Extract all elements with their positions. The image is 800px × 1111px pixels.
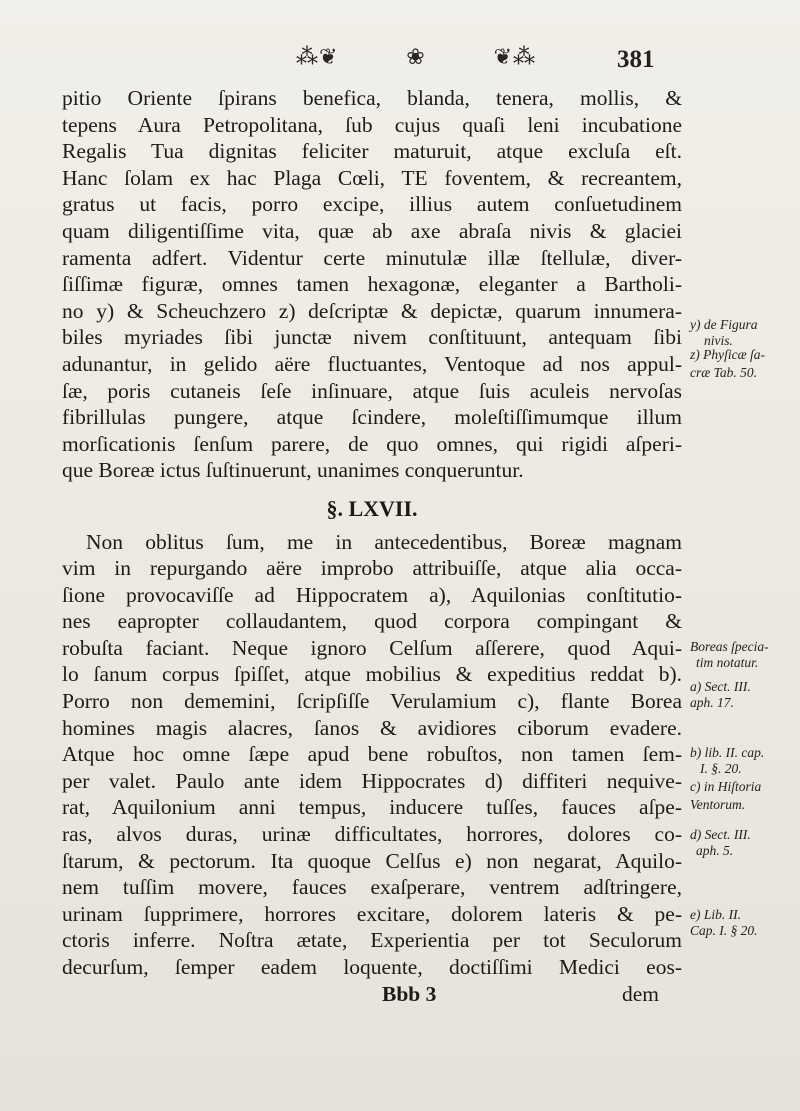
text-line: ctoris inferre. Noſtra ætate, Experientia per tot Seculorum (62, 928, 682, 953)
margin-note: e) Lib. II. (690, 907, 741, 922)
margin-note: a) Sect. III. (690, 679, 751, 694)
text-line: rat, Aquilonium anni tempus, inducere tuſſes, fauces aſpe- (62, 795, 682, 820)
text-line: Regalis Tua dignitas feliciter maturuit, atque excluſa eſt. (62, 139, 682, 164)
text-line: lo ſanum corpus ſpiſſet, atque mobilius & expeditius reddat b). (62, 662, 682, 687)
header-ornaments (296, 44, 536, 70)
text-line: per valet. Paulo ante idem Hippocrates d) diffiteri nequive- (62, 768, 682, 793)
text-line: no y) & Scheuchzero z) deſcriptæ & depictæ, quarum innumera- (62, 298, 682, 323)
text-line: ras, alvos duras, urinæ difficultates, horrores, dolores co- (62, 822, 682, 847)
margin-note: Cap. I. § 20. (690, 923, 758, 938)
text-line: biles myriades ſibi junctæ nivem conſtituunt, antequam ſibi (62, 325, 682, 350)
margin-note: y) de Figura (690, 317, 758, 332)
ornament-right: ❦⁂ (493, 44, 536, 69)
margin-note: cræ Tab. 50. (690, 365, 758, 380)
text-line: Porro non dememini, ſcripſiſſe Verulamium c), flante Borea (62, 689, 682, 714)
text-line: nem tuſſim movere, fauces exaſperare, ventrem adſtringere, (62, 875, 682, 900)
text-line: Non oblitus ſum, me in antecedentibus, Boreæ magnam (86, 529, 682, 554)
text-line: ſæ, poris cutaneis ſeſe inſinuare, atque ſuis aculeis nervoſas (62, 378, 682, 403)
text-line: ſtarum, & pectorum. Ita quoque Celſus e) non negarat, Aquilo- (62, 848, 682, 873)
margin-note: z) Phyſicæ ſa- (690, 347, 765, 362)
text-line: nes eapropter collaudantem, quod corpora compingant & (62, 609, 682, 634)
text-line: homines magis alacres, ſanos & avidiores ciborum evadere. (62, 715, 682, 740)
text-line: adunantur, in gelido aëre fluctuantes, Ventoque ad nos appul- (62, 351, 682, 376)
margin-note: I. §. 20. (700, 761, 742, 776)
text-line: tepens Aura Petropolitana, ſub cujus quaſi leni incubatione (62, 112, 682, 137)
margin-note: c) in Hiſtoria (690, 779, 762, 794)
margin-note: Boreas ſpecia- (690, 639, 769, 654)
text-line: que Boreæ ictus ſuſtinuerunt, unanimes conqueruntur. (62, 458, 524, 483)
margin-note: tim notatur. (696, 655, 759, 670)
text-line: Atque hoc omne ſæpe apud bene robuſtos, non tamen ſem- (62, 742, 682, 767)
margin-note: aph. 5. (696, 843, 734, 858)
text-line: robuſta faciant. Neque ignoro Celſum aſſerere, quod Aqui- (62, 635, 682, 660)
text-line: pitio Oriente ſpirans benefica, blanda, tenera, mollis, & (62, 86, 682, 110)
margin-note: Ventorum. (690, 797, 746, 812)
text-line: fibrillulas pungere, atque ſcindere, moleſtiſſimumque illum (62, 405, 682, 430)
page-number: 381 (617, 46, 655, 73)
text-line: vim in repurgando aëre improbo attribuiſſe, atque alia occa- (62, 556, 682, 581)
section-heading: §. LXVII. (326, 495, 418, 521)
text-line: morſicationis ſenſum parere, de quo omnes, qui rigidi aſperi- (62, 431, 682, 456)
footer-line (62, 981, 682, 1008)
catchword: dem (622, 981, 660, 1006)
margin-note: b) lib. II. cap. (690, 745, 765, 760)
margin-note: aph. 17. (690, 695, 734, 710)
text-line: decurſum, ſemper eadem loquente, doctiſſimi Medici eos- (62, 955, 682, 979)
signature-mark: Bbb 3 (382, 981, 437, 1006)
text-line: gratus ut facis, porro excipe, illius autem conſuetudinem (62, 192, 682, 217)
ornament-center: ❀ (406, 44, 426, 69)
text-line: urinam ſupprimere, horrores excitare, dolorem lateris & pe- (62, 901, 682, 926)
margin-note: nivis. (704, 333, 733, 348)
text-line: ſione provocaviſſe ad Hippocratem a), Aquilonias conſtitutio- (62, 582, 682, 607)
text-line: Hanc ſolam ex hac Plaga Cœli, TE foventem, & recreantem, (62, 165, 682, 190)
main-text (62, 85, 682, 1007)
ornament-left: ⁂❦ (296, 44, 339, 69)
text-line: ſiſſimæ figuræ, omnes tamen hexagonæ, eleganter a Bartholi- (62, 272, 682, 297)
margin-note: d) Sect. III. (690, 827, 751, 842)
text-line: ramenta adfert. Videntur certe minutulæ illæ ſtellulæ, diver- (62, 245, 682, 270)
page-header (0, 40, 800, 80)
text-line: quam diligentiſſime vita, quæ ab axe abraſa nivis & glaciei (62, 218, 682, 243)
